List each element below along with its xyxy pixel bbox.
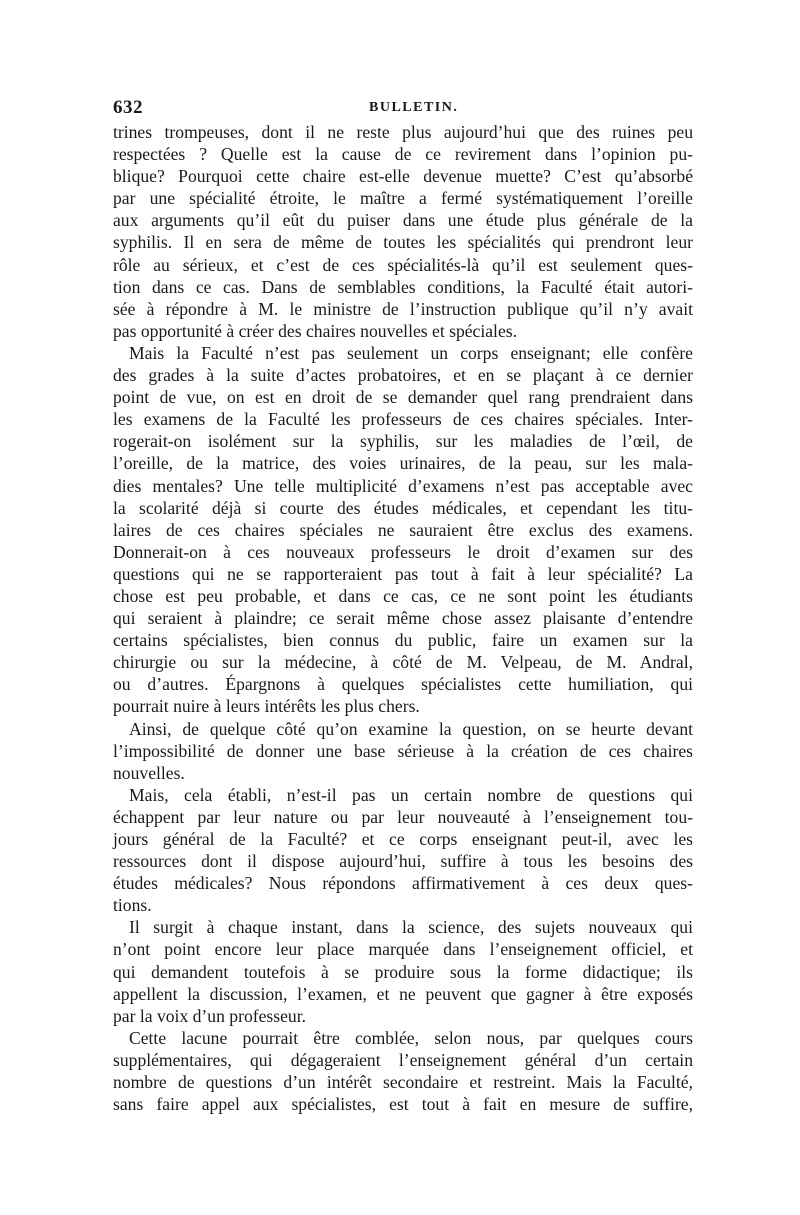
text-line: appellent la discussion, l’examen, et ne peuvent que gagner à être exposés (113, 983, 693, 1004)
running-head: BULLETIN. (369, 100, 459, 115)
text-line: par la voix d’un professeur. (113, 1005, 306, 1026)
text-line: point de vue, on est en droit de se demander quel rang prendraient dans (113, 387, 693, 408)
text-line: chose est peu probable, et dans ce cas, ce ne sont point les étudiants (113, 585, 693, 606)
text-line: trines trompeuses, dont il ne reste plus aujourd’hui que des ruines peu (113, 122, 693, 142)
text-line: dies mentales? Une telle multiplicité d’examens n’est pas acceptable avec (113, 475, 693, 496)
text-line: qui seraient à plaindre; ce serait même chose assez plaisante d’entendre (113, 608, 693, 629)
text-line: Donnerait-on à ces nouveaux professeurs le droit d’examen sur des (113, 541, 693, 562)
text-line: jours général de la Faculté? et ce corps enseignant peut-il, avec les (113, 829, 693, 849)
text-line: blique? Pourquoi cette chaire est-elle devenue muette? C’est qu’absorbé (113, 166, 693, 187)
text-line: l’impossibilité de donner une base sérieuse à la création de ces chaires (113, 740, 693, 761)
text-line: certains spécialistes, bien connus du public, faire un examen sur la (113, 630, 693, 651)
text-line: qui demandent toutefois à se produire sous la forme didactique; ils (113, 961, 693, 982)
text-line: pas opportunité à créer des chaires nouvelles et spéciales. (113, 320, 518, 341)
text-line: tions. (113, 895, 152, 916)
page-number: 632 (113, 97, 143, 118)
text-line: l’oreille, de la matrice, des voies urinaires, de la peau, sur les mala- (113, 453, 693, 474)
text-line: syphilis. Il en sera de même de toutes les spécialités qui prendront leur (113, 232, 693, 253)
paragraph-first-line: Mais, cela établi, n’est-il pas un certain nombre de questions qui (129, 784, 693, 805)
text-line: pourrait nuire à leurs intérêts les plus chers. (113, 696, 420, 717)
text-line: ou d’autres. Épargnons à quelques spécialistes cette humiliation, qui (113, 674, 693, 695)
page-header (113, 97, 693, 121)
paragraph-first-line: Ainsi, de quelque côté qu’on examine la question, on se heurte devant (129, 718, 693, 739)
text-line: questions qui ne se rapporteraient pas tout à fait à leur spécialité? La (113, 563, 693, 584)
text-line: supplémentaires, qui dégageraient l’enseignement général d’un certain (113, 1049, 693, 1070)
paragraph-first-line: Il surgit à chaque instant, dans la science, des sujets nouveaux qui (129, 917, 693, 938)
text-line: rogerait-on isolément sur la syphilis, sur les maladies de l’œil, de (113, 431, 693, 452)
text-line: laires de ces chaires spéciales ne sauraient être exclus des examens. (113, 519, 693, 540)
text-line: sée à répondre à M. le ministre de l’instruction publique qu’il n’y avait (113, 298, 693, 319)
text-line: aux arguments qu’il eût du puiser dans une étude plus générale de la (113, 210, 693, 231)
text-line: respectées ? Quelle est la cause de ce revirement dans l’opinion pu- (113, 144, 693, 165)
text-line: échappent par leur nature ou par leur nouveauté à l’enseignement tou- (113, 806, 693, 827)
text-line: les examens de la Faculté les professeurs de ces chaires spéciales. Inter- (113, 409, 693, 430)
paragraph-first-line: Cette lacune pourrait être comblée, selon nous, par quelques cours (129, 1027, 693, 1048)
text-line: tion dans ce cas. Dans de semblables conditions, la Faculté était autori- (113, 276, 693, 297)
text-line: par une spécialité étroite, le maître a fermé systématiquement l’oreille (113, 188, 693, 209)
text-line: la scolarité déjà si courte des études médicales, et cependant les titu- (113, 497, 693, 518)
text-line: sans faire appel aux spécialistes, est tout à fait en mesure de suffire, (113, 1094, 693, 1115)
text-line: ressources dont il dispose aujourd’hui, suffire à tous les besoins des (113, 851, 693, 872)
text-line: chirurgie ou sur la médecine, à côté de M. Velpeau, de M. Andral, (113, 652, 693, 673)
body-text (113, 121, 693, 1115)
text-line: nouvelles. (113, 762, 185, 783)
text-line: nombre de questions d’un intérêt secondaire et restreint. Mais la Faculté, (113, 1072, 693, 1093)
text-line: rôle au sérieux, et c’est de ces spécialités-là qu’il est seulement ques- (113, 254, 693, 275)
text-line: études médicales? Nous répondons affirmativement à ces deux ques- (113, 873, 693, 894)
paragraph-first-line: Mais la Faculté n’est pas seulement un corps enseignant; elle confère (129, 342, 693, 363)
text-line: des grades à la suite d’actes probatoires, et en se plaçant à ce dernier (113, 365, 693, 386)
text-line: n’ont point encore leur place marquée dans l’enseignement officiel, et (113, 939, 693, 960)
